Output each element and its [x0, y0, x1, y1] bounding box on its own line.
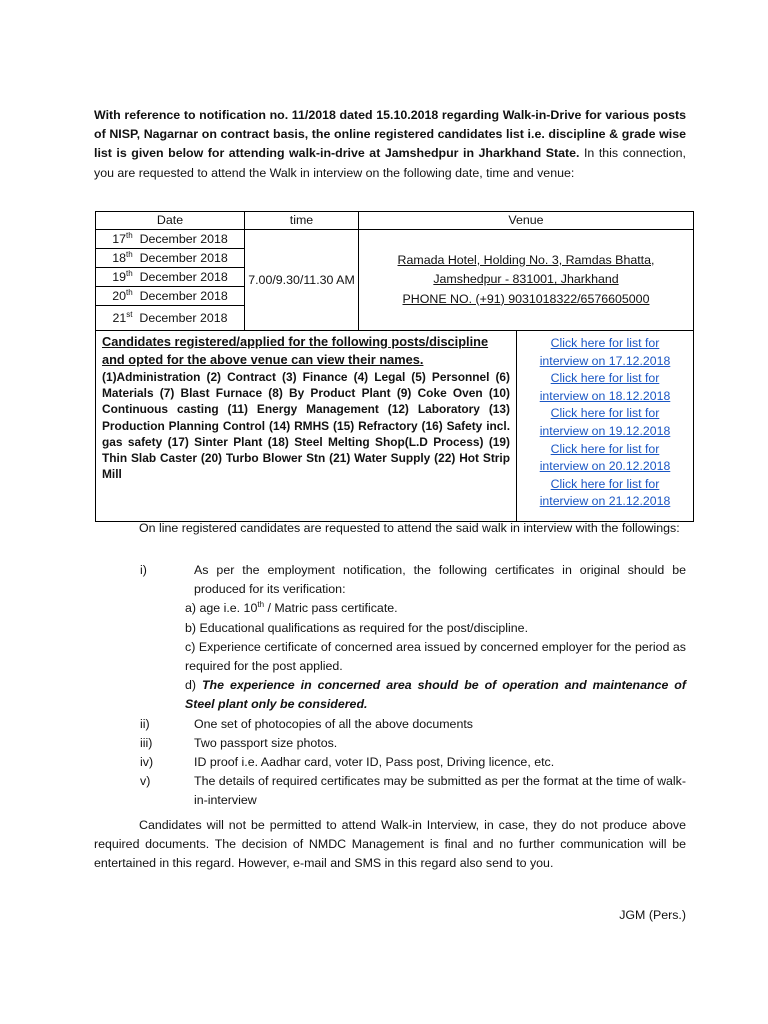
date-cell: 18th December 2018	[96, 249, 245, 268]
signature: JGM (Pers.)	[619, 908, 686, 922]
sub-item-c: c) Experience certificate of concerned area issued by concerned employer for the period as required for the post applied.	[185, 639, 686, 674]
posts-row	[96, 331, 694, 522]
header-date: Date	[96, 212, 245, 230]
requirements-list	[94, 561, 686, 811]
date-cell: 21st December 2018	[96, 306, 245, 331]
date-cell: 17th December 2018	[96, 230, 245, 249]
closing-paragraph: Candidates will not be permitted to attend Walk-in Interview, in case, they do not produce above required documents. The decision of NMDC Management is final and no further communication will be entertained in this regard. However, e-mail and SMS in this regard also send to you.	[94, 818, 686, 871]
interview-list-link-18[interactable]: Click here for list for interview on 18.12.2018	[539, 371, 671, 403]
list-item: v) The details of required certificates may be submitted as per the format at the time of walk-in-interview	[140, 774, 686, 808]
header-time: time	[245, 212, 359, 230]
list-item: iii) Two passport size photos.	[140, 735, 338, 750]
date-cell: 20th December 2018	[96, 287, 245, 306]
instructions-paragraph: On line registered candidates are requested to attend the said walk in interview with the followings:	[139, 521, 680, 535]
list-item: ii) One set of photocopies of all the above documents	[140, 716, 473, 731]
table-header-row	[96, 212, 694, 230]
date-cell: 19th December 2018	[96, 268, 245, 287]
posts-cell	[96, 331, 517, 522]
time-cell: 7.00/9.30/11.30 AM	[245, 230, 359, 331]
intro-bold-text: With reference to notification no. 11/2018 dated 15.10.2018 regarding Walk-in-Drive for various posts of NISP, Nagarnar on contract basis, the online registered candidates list i.e. discipline & grade wise list is given below for attending walk-in-drive at Jamshedpur in Jharkhand State.	[94, 108, 686, 161]
list-item: i) As per the employment notification, the following certificates in original should be produced for its verification:	[140, 563, 686, 597]
interview-list-link-17[interactable]: Click here for list for interview on 17.12.2018	[539, 336, 671, 368]
interview-list-link-20[interactable]: Click here for list for interview on 20.12.2018	[539, 441, 671, 474]
sub-item-d: d) The experience in concerned area should be of operation and maintenance of Steel plant only be considered.	[185, 678, 686, 712]
interview-list-link-19[interactable]: Click here for list for interview on 19.12.2018	[539, 406, 671, 438]
venue-line-2: Jamshedpur - 831001, Jharkhand	[433, 272, 619, 287]
schedule-table	[95, 211, 694, 522]
links-cell	[517, 331, 694, 522]
intro-paragraph	[94, 106, 686, 183]
venue-cell	[359, 230, 694, 331]
intro-normal-text: In this connection, you are requested to attend the Walk in interview on the following date, time and venue:	[94, 146, 686, 180]
list-item: iv) ID proof i.e. Aadhar card, voter ID, Pass post, Driving licence, etc.	[140, 755, 555, 770]
posts-heading: Candidates registered/applied for the following posts/discipline and opted for the above venue can view their names.	[102, 334, 489, 367]
venue-line-1: Ramada Hotel, Holding No. 3, Ramdas Bhatta,	[397, 252, 655, 267]
interview-list-link-21[interactable]: Click here for list for interview on 21.12.2018	[539, 476, 671, 509]
sub-item-a: a) age i.e. 10th / Matric pass certificate.	[185, 600, 398, 616]
sub-item-b: b) Educational qualifications as required for the post/discipline.	[185, 620, 529, 635]
posts-list: (1)Administration (2) Contract (3) Finance (4) Legal (5) Personnel (6) Materials (7) Blast Furnace (8) By Product Plant (9) Coke Oven (10) Continuous casting (11) Energy Management (12) Laboratory (13) Production Planning Control (14) RMHS (15) Refractory (16) Safety incl. gas safety (17) Sinter Plant (18) Steel Melting Shop(L.D Process) (19) Thin Slab Caster (20) Turbo Blower Stn (21) Water Supply (22) Hot Strip Mill	[102, 370, 510, 482]
header-venue: Venue	[359, 212, 694, 230]
table-row	[96, 230, 694, 249]
venue-phone: PHONE NO. (+91) 9031018322/6576605000	[402, 291, 650, 306]
